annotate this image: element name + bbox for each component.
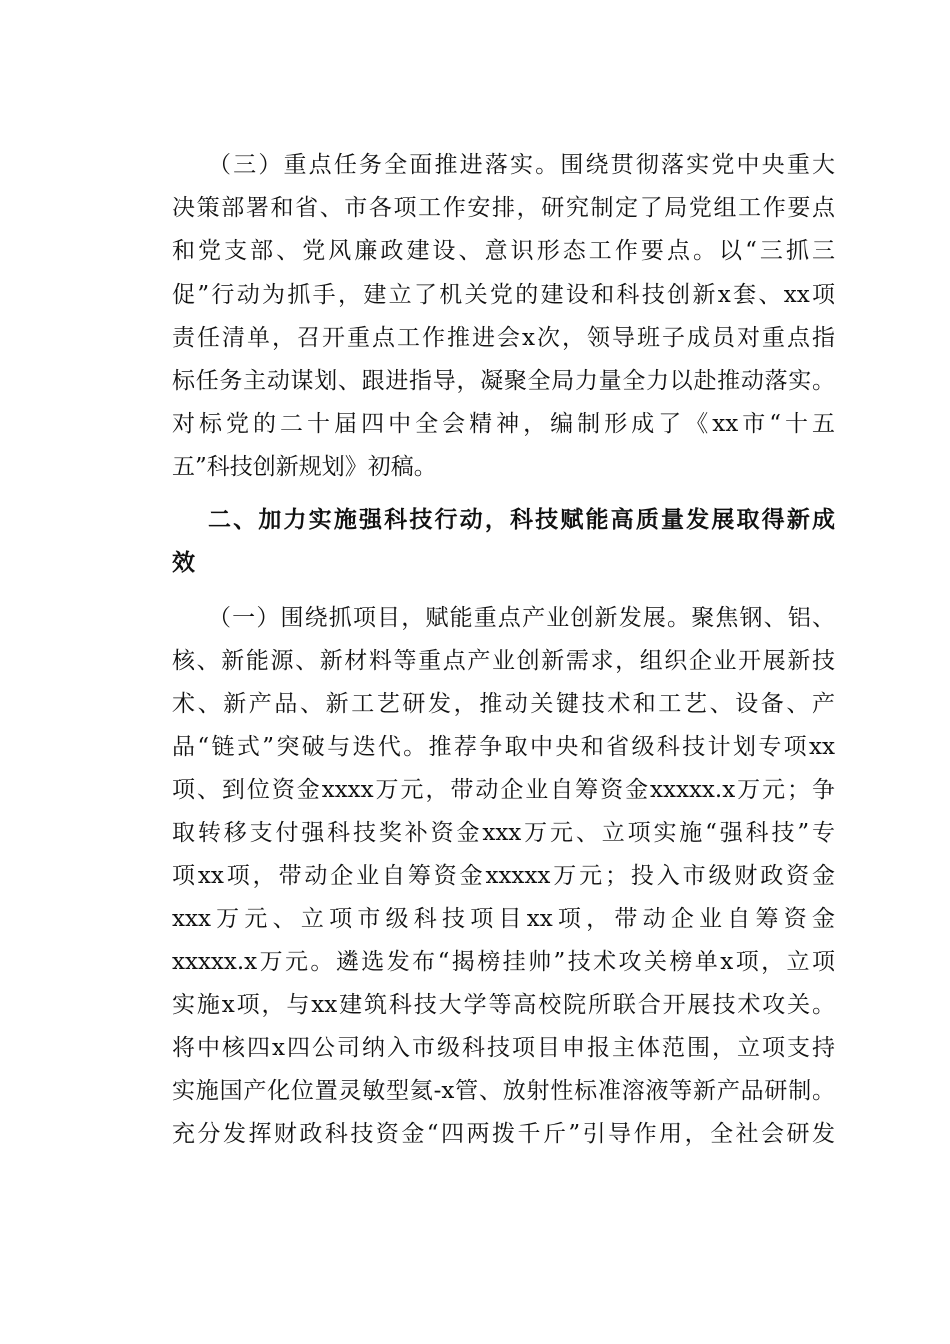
text-line: 标任务主动谋划、跟进指导，凝聚全局力量全力以赴推动落实。 <box>172 368 835 394</box>
text-line: 品“链式”突破与迭代。推荐争取中央和省级科技计划专项xx <box>172 734 835 760</box>
text-line: 决策部署和省、市各项工作安排，研究制定了局党组工作要点 <box>172 195 835 221</box>
text-line: （一）围绕抓项目，赋能重点产业创新发展。聚焦钢、铝、 <box>208 605 835 631</box>
text-line: 术、新产品、新工艺研发，推动关键技术和工艺、设备、产 <box>172 691 835 717</box>
text-line: 将中核四x四公司纳入市级科技项目申报主体范围，立项支持 <box>172 1035 835 1061</box>
text-line: 核、新能源、新材料等重点产业创新需求，组织企业开展新技 <box>172 648 835 674</box>
text-line: 取转移支付强科技奖补资金xxx万元、立项实施“强科技”专 <box>172 820 835 846</box>
text-line: 和党支部、党风廉政建设、意识形态工作要点。以“三抓三 <box>172 238 835 264</box>
text-line: xxx万元、立项市级科技项目xx项，带动企业自筹资金 <box>172 906 835 932</box>
text-line: 促”行动为抓手，建立了机关党的建设和科技创新x套、xx项 <box>172 282 835 308</box>
heading-line: 效 <box>172 550 195 576</box>
heading-line: 二、加力实施强科技行动，科技赋能高质量发展取得新成 <box>208 507 835 533</box>
text-line: 责任清单，召开重点工作推进会x次，领导班子成员对重点指 <box>172 325 835 351</box>
text-line: 实施x项，与xx建筑科技大学等高校院所联合开展技术攻关。 <box>172 992 835 1018</box>
text-line: 充分发挥财政科技资金“四两拨千斤”引导作用，全社会研发 <box>172 1121 835 1147</box>
text-line: 五”科技创新规划》初稿。 <box>172 454 437 480</box>
text-line: xxxxx.x万元。遴选发布“揭榜挂帅”技术攻关榜单x项，立项 <box>172 949 835 975</box>
text-line: 项、到位资金xxxx万元，带动企业自筹资金xxxxx.x万元；争 <box>172 777 835 803</box>
text-line: 项xx项，带动企业自筹资金xxxxx万元；投入市级财政资金 <box>172 863 835 889</box>
text-line: 实施国产化位置灵敏型氦-x管、放射性标准溶液等新产品研制。 <box>172 1078 835 1104</box>
text-line: （三）重点任务全面推进落实。围绕贯彻落实党中央重大 <box>208 152 835 178</box>
text-line: 对标党的二十届四中全会精神，编制形成了《xx市“十五 <box>172 411 835 437</box>
